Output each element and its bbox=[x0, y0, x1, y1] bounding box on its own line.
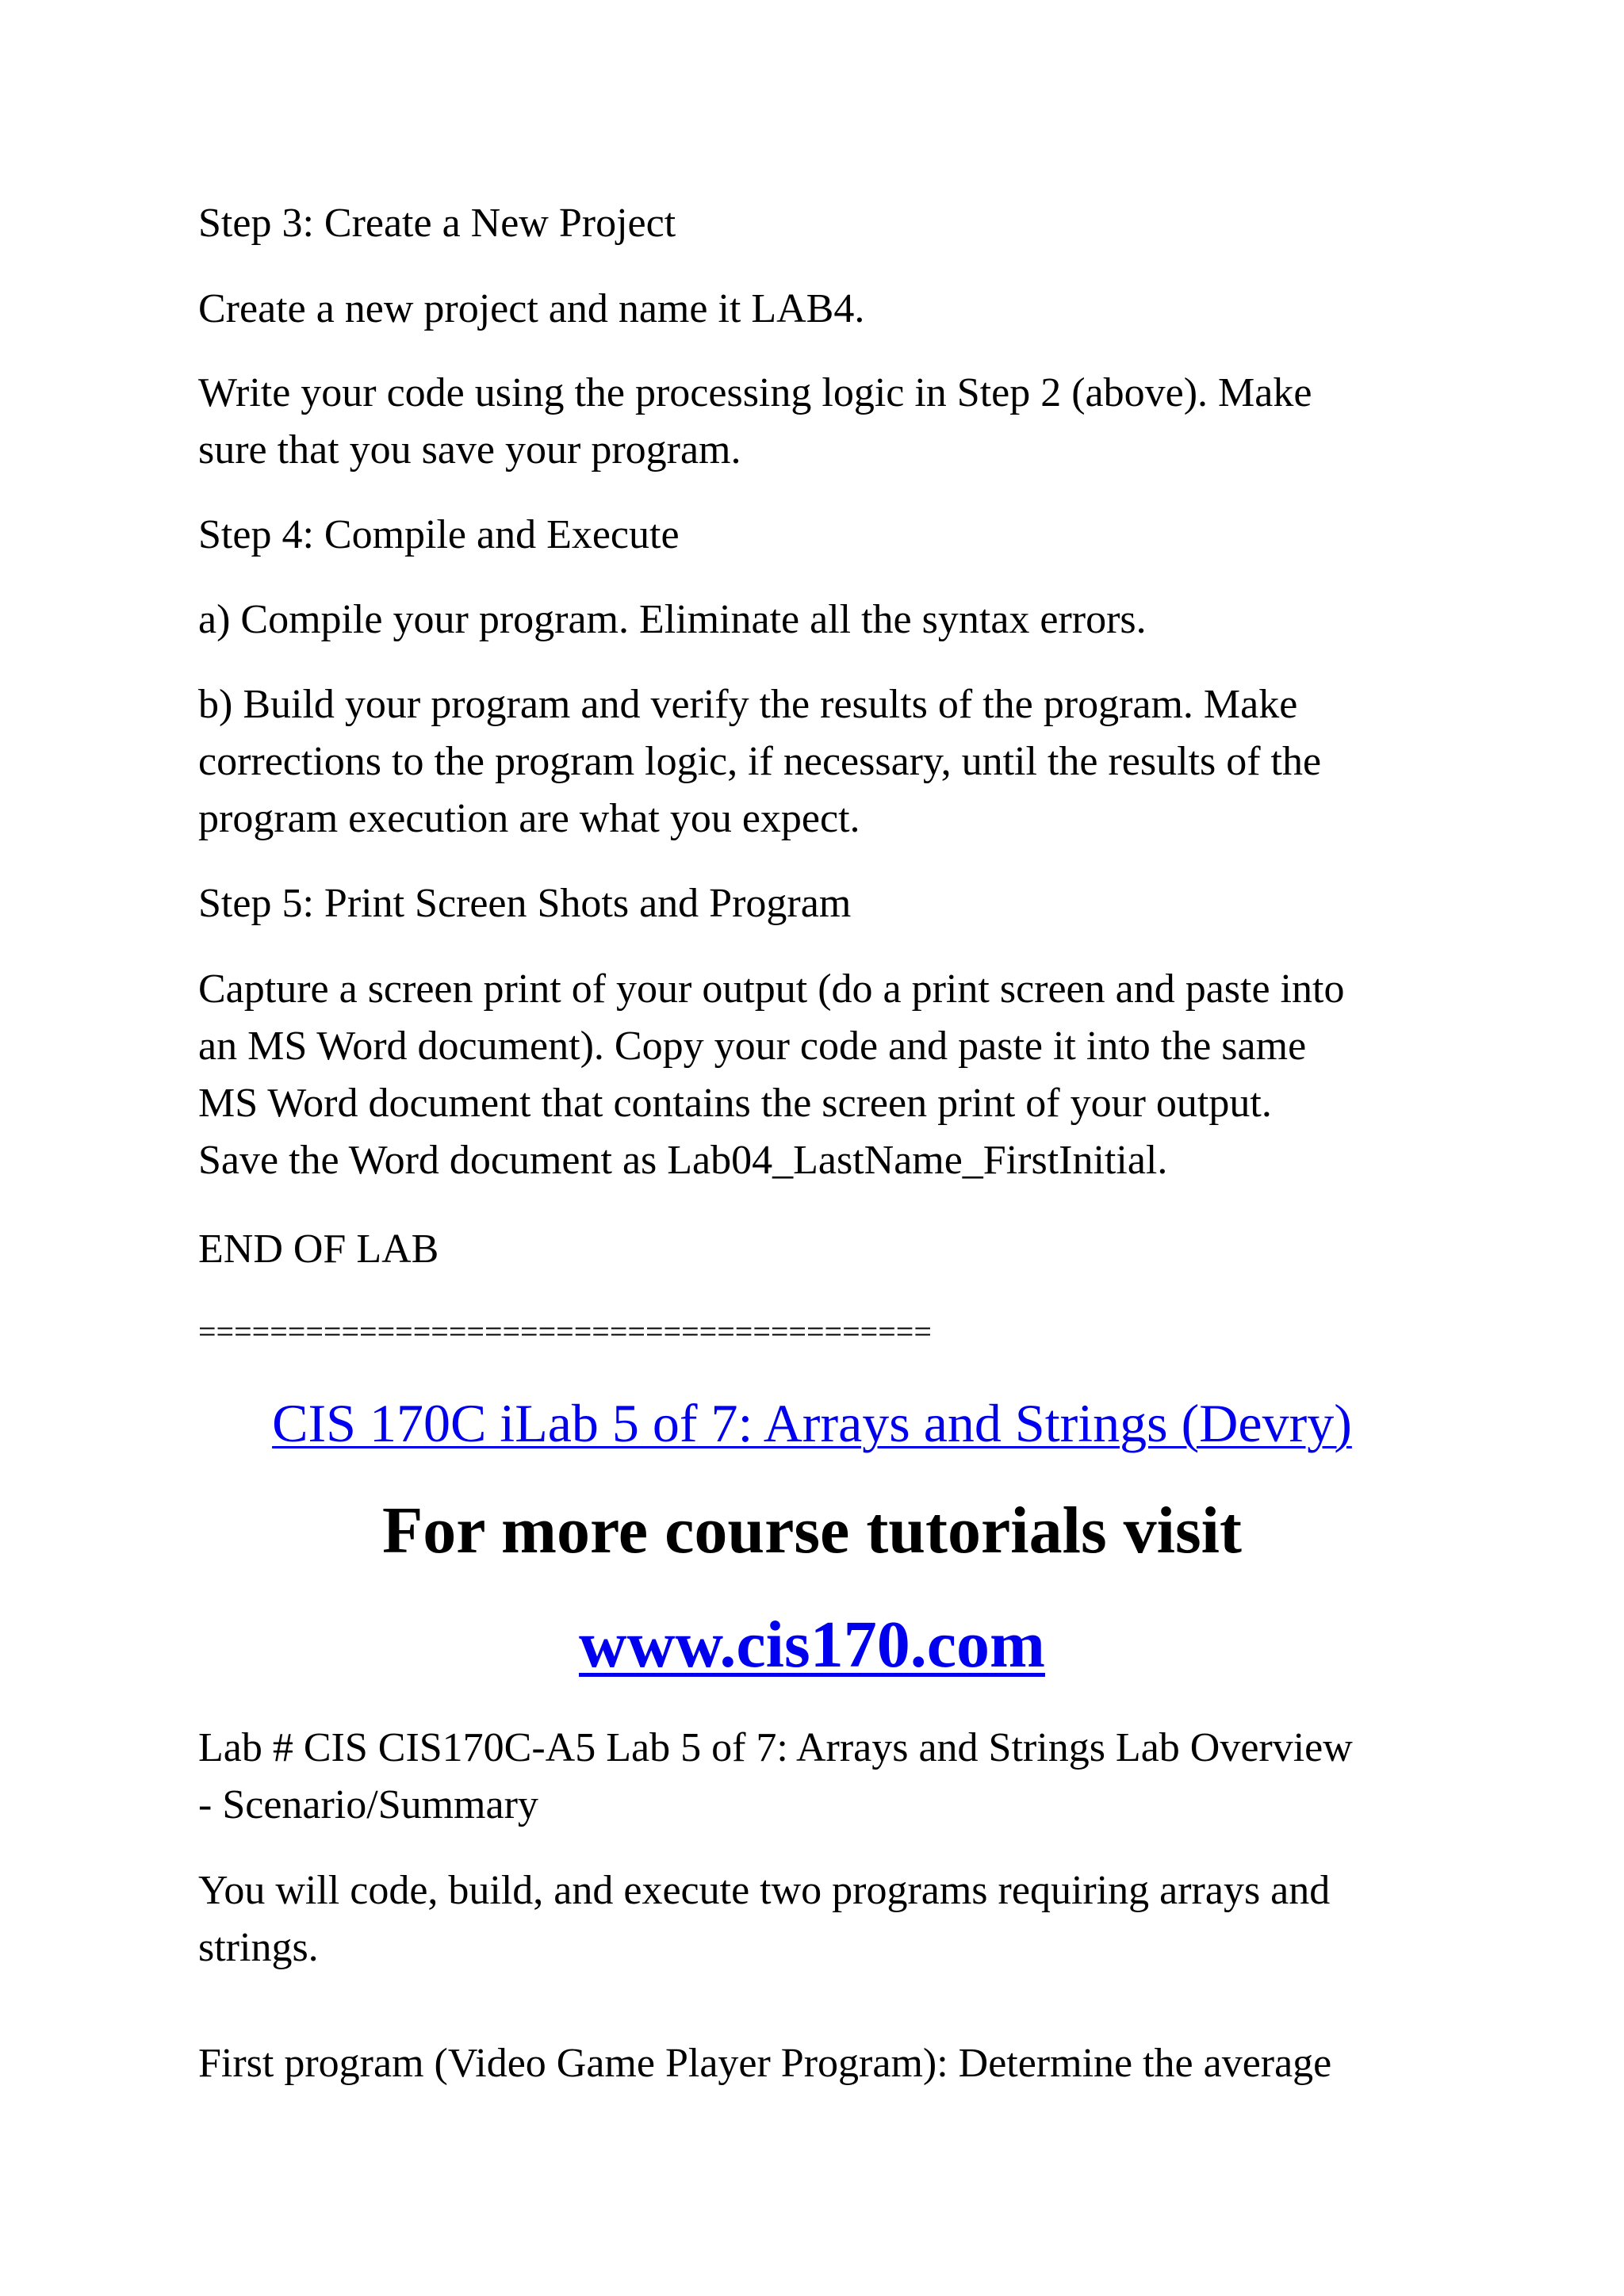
lab-overview-line: - Scenario/Summary bbox=[198, 1782, 538, 1827]
step3-heading: Step 3: Create a New Project bbox=[198, 201, 676, 246]
step4-heading: Step 4: Compile and Execute bbox=[198, 512, 680, 557]
site-link[interactable]: www.cis170.com bbox=[579, 1608, 1045, 1682]
step5-line: an MS Word document). Copy your code and paste it into the same bbox=[198, 1024, 1307, 1069]
first-program-line: First program (Video Game Player Program): Determine the average bbox=[198, 2041, 1332, 2086]
site-link-row bbox=[0, 1601, 1624, 1689]
summary-line: You will code, build, and execute two programs requiring arrays and bbox=[198, 1868, 1331, 1913]
step4-b-line: program execution are what you expect. bbox=[198, 796, 860, 841]
step4-b-paragraph bbox=[198, 676, 1435, 848]
promo-text: For more course tutorials visit bbox=[381, 1494, 1242, 1567]
step5-line: Capture a screen print of your output (do a print screen and paste into bbox=[198, 966, 1345, 1012]
step5-heading: Step 5: Print Screen Shots and Program bbox=[198, 881, 852, 926]
step4-b-line: corrections to the program logic, if necessary, until the results of the bbox=[198, 739, 1322, 784]
lab-title-row bbox=[0, 1387, 1624, 1459]
end-of-lab: END OF LAB bbox=[198, 1226, 439, 1272]
lab-overview-paragraph bbox=[198, 1720, 1435, 1834]
step3-code-line: sure that you save your program. bbox=[198, 427, 741, 473]
summary-paragraph bbox=[198, 1862, 1435, 1976]
separator-line: ========================================= bbox=[198, 1314, 932, 1349]
lab-overview-line: Lab # CIS CIS170C-A5 Lab 5 of 7: Arrays and Strings Lab Overview bbox=[198, 1725, 1353, 1770]
step3-code-line: Write your code using the processing logic in Step 2 (above). Make bbox=[198, 370, 1312, 415]
step4-a: a) Compile your program. Eliminate all the syntax errors. bbox=[198, 597, 1147, 642]
summary-line: strings. bbox=[198, 1925, 319, 1970]
step5-line: MS Word document that contains the screen print of your output. bbox=[198, 1081, 1272, 1126]
step3-text: Create a new project and name it LAB4. bbox=[198, 286, 865, 331]
step5-line: Save the Word document as Lab04_LastName_FirstInitial. bbox=[198, 1138, 1168, 1183]
step3-code-paragraph bbox=[198, 365, 1435, 479]
lab-title-link[interactable]: CIS 170C iLab 5 of 7: Arrays and Strings (Devry) bbox=[272, 1393, 1352, 1453]
step4-b-line: b) Build your program and verify the results of the program. Make bbox=[198, 682, 1298, 727]
step5-paragraph bbox=[198, 961, 1435, 1189]
